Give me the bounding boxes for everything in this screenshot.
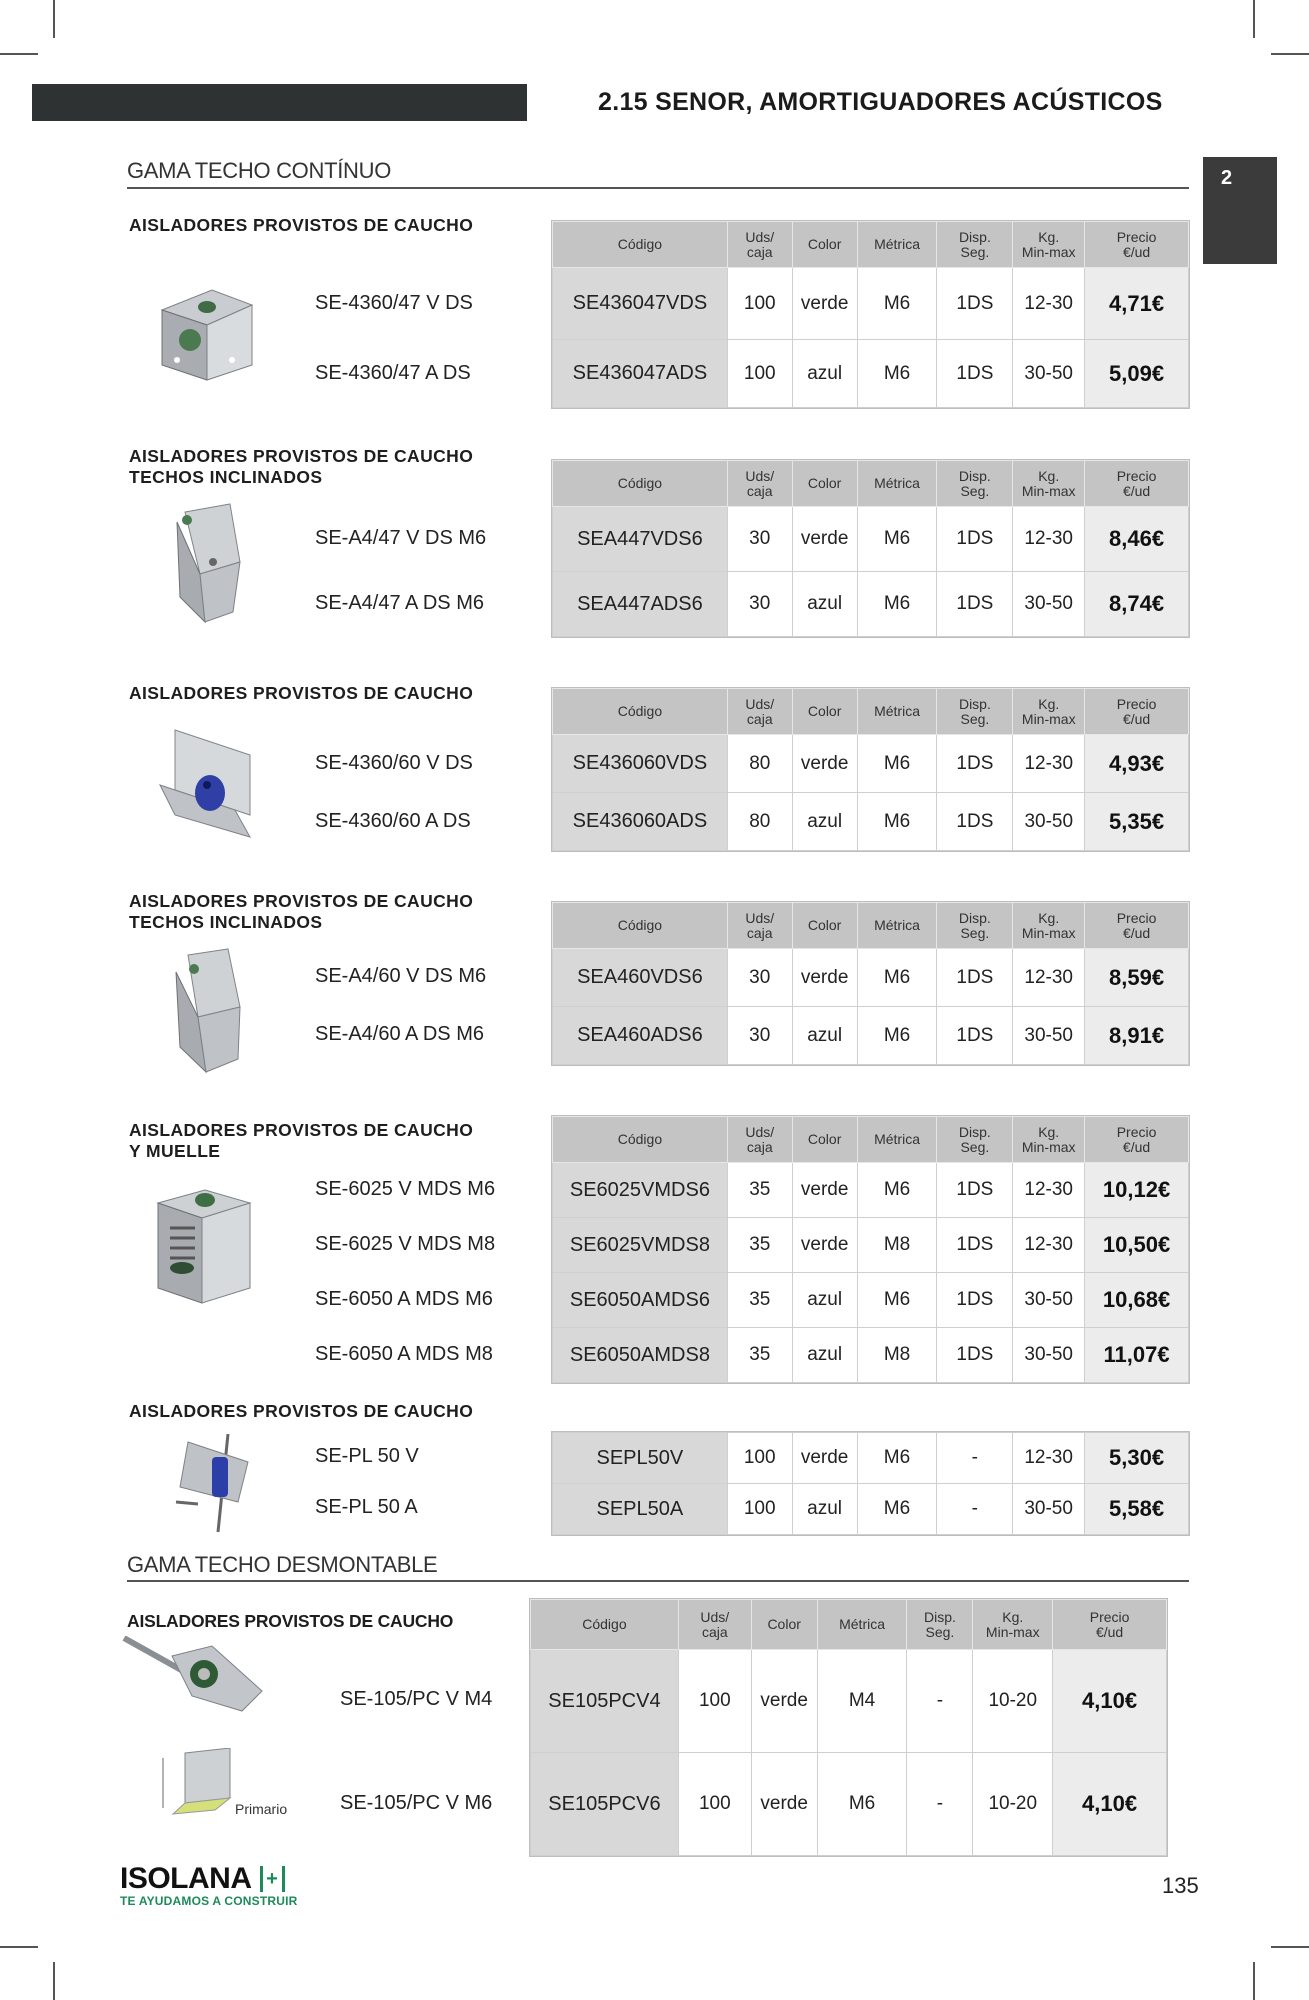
metrica-cell: M6 xyxy=(857,507,937,572)
section-title: AISLADORES PROVISTOS DE CAUCHO TECHOS INCLINADOS xyxy=(129,446,474,487)
uds-cell: 35 xyxy=(727,1273,792,1328)
metrica-cell: M6 xyxy=(857,268,937,340)
kg-cell: 30-50 xyxy=(1013,1273,1085,1328)
table-row xyxy=(553,268,1189,340)
kg-cell: 30-50 xyxy=(1013,1328,1085,1383)
kg-cell: 12-30 xyxy=(1013,1433,1085,1484)
col-header-precio: Precio €/ud xyxy=(1085,689,1189,735)
uds-cell: 80 xyxy=(727,735,792,793)
col-header-disp: Disp. Seg. xyxy=(937,689,1013,735)
metrica-cell: M6 xyxy=(857,735,937,793)
kg-cell: 30-50 xyxy=(1013,340,1085,408)
code-cell: SE436060ADS xyxy=(553,793,728,851)
section-title: AISLADORES PROVISTOS DE CAUCHO xyxy=(129,215,474,235)
section-title: AISLADORES PROVISTOS DE CAUCHO xyxy=(129,1401,474,1421)
disp-cell: 1DS xyxy=(937,1273,1013,1328)
code-cell: SEA460ADS6 xyxy=(553,1007,728,1065)
price-cell: 5,30€ xyxy=(1085,1433,1189,1484)
metrica-cell: M6 xyxy=(857,1484,937,1535)
color-cell: verde xyxy=(751,1650,817,1753)
metrica-cell: M6 xyxy=(857,572,937,637)
col-header-precio: Precio €/ud xyxy=(1085,461,1189,507)
model-name: SE-6050 A MDS M6 xyxy=(315,1288,493,1310)
disp-cell: 1DS xyxy=(937,507,1013,572)
color-cell: azul xyxy=(792,1007,857,1065)
page-title: 2.15 SENOR, AMORTIGUADORES ACÚSTICOS xyxy=(598,88,1163,116)
price-cell: 4,10€ xyxy=(1053,1753,1167,1856)
col-header-disp: Disp. Seg. xyxy=(937,222,1013,268)
model-name: SE-A4/47 A DS M6 xyxy=(315,592,484,614)
uds-cell: 100 xyxy=(678,1753,751,1856)
table-row xyxy=(553,1007,1189,1065)
col-header-uds: Uds/ caja xyxy=(727,222,792,268)
col-header-color: Color xyxy=(792,1117,857,1163)
inclined-bracket-image xyxy=(165,502,255,637)
model-name: SE-A4/60 V DS M6 xyxy=(315,965,487,987)
price-cell: 10,50€ xyxy=(1085,1218,1189,1273)
disp-cell: 1DS xyxy=(937,735,1013,793)
col-header-color: Color xyxy=(792,461,857,507)
price-cell: 10,68€ xyxy=(1085,1273,1189,1328)
color-cell: verde xyxy=(792,949,857,1007)
metrica-cell: M6 xyxy=(817,1753,907,1856)
header-bar xyxy=(32,84,527,121)
page-number: 135 xyxy=(1162,1873,1199,1898)
disp-cell: - xyxy=(937,1484,1013,1535)
isolator-bracket-image xyxy=(152,280,262,390)
color-cell: verde xyxy=(751,1753,817,1856)
col-header-kg: Kg. Min-max xyxy=(1013,903,1085,949)
col-header-disp: Disp. Seg. xyxy=(907,1600,973,1650)
table-row xyxy=(531,1753,1167,1856)
table-row xyxy=(553,735,1189,793)
col-header-uds: Uds/ caja xyxy=(678,1600,751,1650)
color-cell: verde xyxy=(792,507,857,572)
col-header-disp: Disp. Seg. xyxy=(937,903,1013,949)
section-title: AISLADORES PROVISTOS DE CAUCHO xyxy=(129,683,474,703)
code-cell: SE436047VDS xyxy=(553,268,728,340)
code-cell: SE105PCV6 xyxy=(531,1753,679,1856)
model-name: SE-PL 50 A xyxy=(315,1496,418,1518)
product-table xyxy=(552,1116,1189,1383)
product-table xyxy=(552,688,1189,851)
col-header-codigo: Código xyxy=(531,1600,679,1650)
clip-hanger-image xyxy=(122,1636,272,1726)
crop-mark xyxy=(53,0,55,38)
col-header-kg: Kg. Min-max xyxy=(1013,1117,1085,1163)
price-cell: 11,07€ xyxy=(1085,1328,1189,1383)
uds-cell: 30 xyxy=(727,572,792,637)
uds-cell: 30 xyxy=(727,1007,792,1065)
col-header-precio: Precio €/ud xyxy=(1085,1117,1189,1163)
price-cell: 4,10€ xyxy=(1053,1650,1167,1753)
price-cell: 4,93€ xyxy=(1085,735,1189,793)
metrica-cell: M6 xyxy=(857,340,937,408)
model-name: SE-PL 50 V xyxy=(315,1445,419,1467)
table-row xyxy=(553,340,1189,408)
metrica-cell: M6 xyxy=(857,793,937,851)
metrica-cell: M6 xyxy=(857,1007,937,1065)
code-cell: SEA447VDS6 xyxy=(553,507,728,572)
metrica-cell: M6 xyxy=(857,949,937,1007)
kg-cell: 10-20 xyxy=(973,1650,1053,1753)
uds-cell: 100 xyxy=(727,340,792,408)
color-cell: verde xyxy=(792,735,857,793)
col-header-color: Color xyxy=(792,222,857,268)
uds-cell: 100 xyxy=(727,268,792,340)
color-cell: azul xyxy=(792,1328,857,1383)
metrica-cell: M4 xyxy=(817,1650,907,1753)
price-cell: 8,74€ xyxy=(1085,572,1189,637)
divider xyxy=(127,187,1189,189)
logo-tagline: TE AYUDAMOS A CONSTRUIR xyxy=(120,1894,298,1908)
code-cell: SE6025VMDS6 xyxy=(553,1163,728,1218)
disp-cell: - xyxy=(907,1753,973,1856)
price-cell: 8,46€ xyxy=(1085,507,1189,572)
price-cell: 8,91€ xyxy=(1085,1007,1189,1065)
table-row xyxy=(553,949,1189,1007)
model-name: SE-4360/47 V DS xyxy=(315,292,473,314)
model-name: SE-4360/47 A DS xyxy=(315,362,471,384)
table-row xyxy=(531,1650,1167,1753)
inclined-bracket-image xyxy=(168,947,258,1082)
table-row xyxy=(553,1273,1189,1328)
code-cell: SE436047ADS xyxy=(553,340,728,408)
crop-mark xyxy=(1271,1946,1309,1948)
crop-mark xyxy=(1253,1962,1255,2000)
price-cell: 5,35€ xyxy=(1085,793,1189,851)
table-row xyxy=(553,793,1189,851)
disp-cell: 1DS xyxy=(937,793,1013,851)
metrica-cell: M6 xyxy=(857,1433,937,1484)
metrica-cell: M6 xyxy=(857,1273,937,1328)
color-cell: azul xyxy=(792,793,857,851)
crop-mark xyxy=(53,1962,55,2000)
model-name: SE-4360/60 A DS xyxy=(315,810,471,832)
col-header-kg: Kg. Min-max xyxy=(973,1600,1053,1650)
disp-cell: 1DS xyxy=(937,340,1013,408)
logo-wordmark: ISOLANA xyxy=(120,1862,252,1895)
col-header-color: Color xyxy=(792,903,857,949)
col-header-metrica: Métrica xyxy=(857,1117,937,1163)
col-header-codigo: Código xyxy=(553,1117,728,1163)
model-name: SE-6050 A MDS M8 xyxy=(315,1343,493,1365)
table-row xyxy=(553,1163,1189,1218)
product-table xyxy=(552,221,1189,408)
color-cell: verde xyxy=(792,1218,857,1273)
kg-cell: 12-30 xyxy=(1013,1163,1085,1218)
col-header-precio: Precio €/ud xyxy=(1085,903,1189,949)
col-header-disp: Disp. Seg. xyxy=(937,1117,1013,1163)
gama-continuo-heading: GAMA TECHO CONTÍNUO xyxy=(127,158,392,183)
uds-cell: 30 xyxy=(727,507,792,572)
uds-cell: 35 xyxy=(727,1163,792,1218)
col-header-uds: Uds/ caja xyxy=(727,1117,792,1163)
code-cell: SE6050AMDS8 xyxy=(553,1328,728,1383)
code-cell: SE105PCV4 xyxy=(531,1650,679,1753)
model-name: SE-A4/60 A DS M6 xyxy=(315,1023,484,1045)
model-name: SE-6025 V MDS M6 xyxy=(315,1178,496,1200)
price-cell: 10,12€ xyxy=(1085,1163,1189,1218)
model-name: SE-105/PC V M4 xyxy=(340,1688,493,1710)
disp-cell: - xyxy=(907,1650,973,1753)
disp-cell: - xyxy=(937,1433,1013,1484)
col-header-precio: Precio €/ud xyxy=(1053,1600,1167,1650)
kg-cell: 30-50 xyxy=(1013,793,1085,851)
disp-cell: 1DS xyxy=(937,1163,1013,1218)
uds-cell: 30 xyxy=(727,949,792,1007)
col-header-codigo: Código xyxy=(553,461,728,507)
crop-mark xyxy=(0,53,38,55)
gama-desmontable-heading: GAMA TECHO DESMONTABLE xyxy=(127,1552,438,1577)
price-cell: 4,71€ xyxy=(1085,268,1189,340)
col-header-disp: Disp. Seg. xyxy=(937,461,1013,507)
col-header-uds: Uds/ caja xyxy=(727,903,792,949)
color-cell: verde xyxy=(792,1433,857,1484)
col-header-color: Color xyxy=(751,1600,817,1650)
crop-mark xyxy=(0,1946,38,1948)
divider xyxy=(127,1580,1189,1582)
code-cell: SE6025VMDS8 xyxy=(553,1218,728,1273)
table-row xyxy=(553,507,1189,572)
color-cell: verde xyxy=(792,268,857,340)
kg-cell: 30-50 xyxy=(1013,1007,1085,1065)
section-title: AISLADORES PROVISTOS DE CAUCHO TECHOS INCLINADOS xyxy=(129,891,474,932)
chapter-tab: 2 xyxy=(1203,157,1277,264)
crop-mark xyxy=(1271,53,1309,55)
code-cell: SE436060VDS xyxy=(553,735,728,793)
code-cell: SEA447ADS6 xyxy=(553,572,728,637)
spring-isolator-image xyxy=(150,1178,260,1318)
col-header-kg: Kg. Min-max xyxy=(1013,461,1085,507)
disp-cell: 1DS xyxy=(937,572,1013,637)
kg-cell: 10-20 xyxy=(973,1753,1053,1856)
col-header-kg: Kg. Min-max xyxy=(1013,222,1085,268)
code-cell: SEA460VDS6 xyxy=(553,949,728,1007)
col-header-metrica: Métrica xyxy=(817,1600,907,1650)
brand-logo xyxy=(120,1862,298,1908)
table-row xyxy=(553,1433,1189,1484)
col-header-uds: Uds/ caja xyxy=(727,461,792,507)
color-cell: azul xyxy=(792,1273,857,1328)
model-name: SE-6025 V MDS M8 xyxy=(315,1233,496,1255)
col-header-metrica: Métrica xyxy=(857,461,937,507)
col-header-codigo: Código xyxy=(553,903,728,949)
metrica-cell: M6 xyxy=(857,1163,937,1218)
col-header-color: Color xyxy=(792,689,857,735)
col-header-uds: Uds/ caja xyxy=(727,689,792,735)
product-table xyxy=(552,902,1189,1065)
col-header-codigo: Código xyxy=(553,689,728,735)
plus-icon: + xyxy=(260,1866,285,1892)
disp-cell: 1DS xyxy=(937,1328,1013,1383)
image-caption: Primario xyxy=(235,1801,288,1817)
kg-cell: 12-30 xyxy=(1013,507,1085,572)
uds-cell: 100 xyxy=(678,1650,751,1753)
section-title: AISLADORES PROVISTOS DE CAUCHO xyxy=(127,1611,454,1631)
product-table xyxy=(552,1432,1189,1535)
color-cell: verde xyxy=(792,1163,857,1218)
col-header-kg: Kg. Min-max xyxy=(1013,689,1085,735)
color-cell: azul xyxy=(792,1484,857,1535)
isolator-bracket-image xyxy=(155,725,265,840)
price-cell: 5,09€ xyxy=(1085,340,1189,408)
crop-mark xyxy=(1253,0,1255,38)
kg-cell: 12-30 xyxy=(1013,1218,1085,1273)
model-name: SE-4360/60 V DS xyxy=(315,752,473,774)
uds-cell: 35 xyxy=(727,1218,792,1273)
kg-cell: 30-50 xyxy=(1013,572,1085,637)
model-name: SE-A4/47 V DS M6 xyxy=(315,527,487,549)
color-cell: azul xyxy=(792,572,857,637)
kg-cell: 12-30 xyxy=(1013,949,1085,1007)
price-cell: 8,59€ xyxy=(1085,949,1189,1007)
disp-cell: 1DS xyxy=(937,1218,1013,1273)
code-cell: SEPL50A xyxy=(553,1484,728,1535)
code-cell: SE6050AMDS6 xyxy=(553,1273,728,1328)
uds-cell: 100 xyxy=(727,1433,792,1484)
model-name: SE-105/PC V M6 xyxy=(340,1792,493,1814)
metrica-cell: M8 xyxy=(857,1218,937,1273)
pl-hanger-image xyxy=(168,1432,263,1537)
color-cell: azul xyxy=(792,340,857,408)
product-table xyxy=(530,1599,1167,1856)
primary-profile-image xyxy=(155,1748,235,1823)
price-cell: 5,58€ xyxy=(1085,1484,1189,1535)
col-header-metrica: Métrica xyxy=(857,903,937,949)
table-row xyxy=(553,1218,1189,1273)
table-row xyxy=(553,572,1189,637)
kg-cell: 30-50 xyxy=(1013,1484,1085,1535)
col-header-codigo: Código xyxy=(553,222,728,268)
code-cell: SEPL50V xyxy=(553,1433,728,1484)
kg-cell: 12-30 xyxy=(1013,268,1085,340)
disp-cell: 1DS xyxy=(937,1007,1013,1065)
col-header-metrica: Métrica xyxy=(857,689,937,735)
uds-cell: 100 xyxy=(727,1484,792,1535)
col-header-metrica: Métrica xyxy=(857,222,937,268)
uds-cell: 35 xyxy=(727,1328,792,1383)
disp-cell: 1DS xyxy=(937,268,1013,340)
table-row xyxy=(553,1484,1189,1535)
metrica-cell: M8 xyxy=(857,1328,937,1383)
table-row xyxy=(553,1328,1189,1383)
disp-cell: 1DS xyxy=(937,949,1013,1007)
col-header-precio: Precio €/ud xyxy=(1085,222,1189,268)
uds-cell: 80 xyxy=(727,793,792,851)
product-table xyxy=(552,460,1189,637)
kg-cell: 12-30 xyxy=(1013,735,1085,793)
section-title: AISLADORES PROVISTOS DE CAUCHO Y MUELLE xyxy=(129,1120,474,1161)
